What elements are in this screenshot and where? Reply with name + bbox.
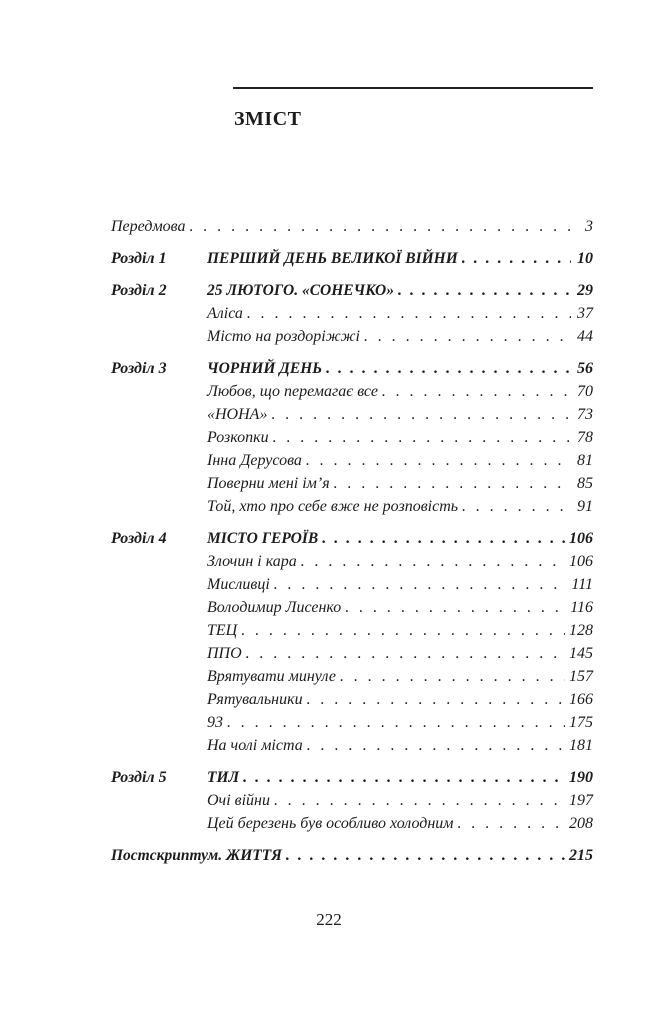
toc-entry-title: Володимир Лисенко bbox=[207, 599, 342, 616]
page-title: ЗМІСТ bbox=[234, 108, 302, 130]
toc-entry-title: Аліса bbox=[207, 305, 243, 322]
toc-entry bbox=[111, 406, 593, 429]
toc-entry bbox=[111, 599, 593, 622]
toc-entry bbox=[111, 714, 593, 737]
toc-entry bbox=[111, 282, 593, 305]
toc-page-number: 208 bbox=[569, 815, 593, 832]
toc-entry bbox=[111, 328, 593, 351]
toc-entry-title: Той, хто про себе вже не розповість bbox=[207, 498, 459, 515]
toc-chapter-label: Розділ 1 bbox=[111, 250, 167, 267]
toc-entry bbox=[111, 475, 593, 498]
dot-leader bbox=[274, 792, 565, 810]
toc-entry bbox=[111, 737, 593, 760]
toc-chapter-label: Розділ 2 bbox=[111, 282, 167, 299]
dot-leader bbox=[306, 452, 571, 470]
dot-leader bbox=[307, 737, 565, 755]
toc-page-number: 197 bbox=[569, 792, 593, 809]
toc-entry-title: Розкопки bbox=[207, 429, 269, 446]
dot-leader bbox=[307, 691, 565, 709]
toc-entry-title: Рятувальники bbox=[207, 691, 303, 708]
toc-chapter-label: Розділ 3 bbox=[111, 360, 167, 377]
toc-chapter-label: Розділ 4 bbox=[111, 530, 167, 547]
toc-page-number: 29 bbox=[577, 282, 593, 299]
toc-entry-title: 93 bbox=[207, 714, 223, 731]
toc-entry bbox=[111, 250, 593, 273]
dot-leader bbox=[345, 599, 566, 617]
toc-entry-title: Любов, що перемагає все bbox=[207, 383, 378, 400]
dot-leader bbox=[326, 360, 571, 378]
toc-entry-title: Поверни мені ім’я bbox=[207, 475, 330, 492]
toc-entry-title: МІСТО ГЕРОЇВ bbox=[207, 530, 319, 547]
toc-entry bbox=[111, 553, 593, 576]
toc-entry-title: Очі війни bbox=[207, 792, 270, 809]
dot-leader bbox=[382, 383, 571, 401]
toc-page-number: 157 bbox=[569, 668, 593, 685]
toc-entry-title: ПЕРШИЙ ДЕНЬ ВЕЛИКОЇ ВІЙНИ bbox=[207, 250, 458, 267]
dot-leader bbox=[246, 645, 565, 663]
dot-leader bbox=[322, 530, 565, 548]
toc-entry bbox=[111, 429, 593, 452]
toc-page-number: 175 bbox=[569, 714, 593, 731]
dot-leader bbox=[271, 406, 571, 424]
toc-entry bbox=[111, 769, 593, 792]
toc-page-number: 116 bbox=[570, 599, 593, 616]
toc-entry-title: Передмова bbox=[111, 218, 186, 235]
toc-entry bbox=[111, 792, 593, 815]
toc-entry bbox=[111, 576, 593, 599]
toc-entry bbox=[111, 691, 593, 714]
dot-leader bbox=[273, 429, 571, 447]
table-of-contents bbox=[111, 218, 593, 870]
dot-leader bbox=[462, 250, 571, 268]
toc-page-number: 44 bbox=[577, 328, 593, 345]
toc-page-number: 70 bbox=[577, 383, 593, 400]
toc-entry bbox=[111, 847, 593, 870]
toc-entry-title: ЧОРНИЙ ДЕНЬ bbox=[207, 360, 323, 377]
dot-leader bbox=[243, 769, 565, 787]
dot-leader bbox=[190, 218, 572, 236]
dot-leader bbox=[458, 815, 566, 833]
page-number: 222 bbox=[316, 910, 342, 929]
toc-entry bbox=[111, 498, 593, 521]
toc-page-number: 128 bbox=[569, 622, 593, 639]
dot-leader bbox=[247, 305, 571, 323]
toc-entry-title: Постскриптум. ЖИТТЯ bbox=[111, 847, 282, 864]
toc-page-number: 91 bbox=[577, 498, 593, 515]
toc-page-number: 10 bbox=[577, 250, 593, 267]
top-rule bbox=[233, 87, 593, 89]
toc-page-number: 56 bbox=[577, 360, 593, 377]
toc-page-number: 85 bbox=[577, 475, 593, 492]
toc-entry-title: Інна Дерусова bbox=[207, 452, 302, 469]
toc-entry bbox=[111, 815, 593, 838]
toc-entry-title: 25 ЛЮТОГО. «СОНЕЧКО» bbox=[207, 282, 394, 299]
toc-page-number: 106 bbox=[569, 530, 593, 547]
toc-page-number: 215 bbox=[569, 847, 593, 864]
dot-leader bbox=[286, 847, 565, 865]
toc-entry-title: «НОНА» bbox=[207, 406, 268, 423]
toc-entry bbox=[111, 622, 593, 645]
toc-entry-title: Мисливці bbox=[207, 576, 270, 593]
dot-leader bbox=[334, 475, 571, 493]
dot-leader bbox=[301, 553, 565, 571]
toc-entry bbox=[111, 383, 593, 406]
toc-entry bbox=[111, 452, 593, 475]
dot-leader bbox=[241, 622, 565, 640]
toc-entry bbox=[111, 360, 593, 383]
toc-entry bbox=[111, 645, 593, 668]
toc-page-number: 190 bbox=[569, 769, 593, 786]
toc-page-number: 37 bbox=[577, 305, 593, 322]
toc-entry-title: ТИЛ bbox=[207, 769, 240, 786]
dot-leader bbox=[398, 282, 571, 300]
toc-entry-title: Місто на роздоріжжі bbox=[207, 328, 360, 345]
toc-entry-title: Врятувати минуле bbox=[207, 668, 336, 685]
toc-entry-title: Цей березень був особливо холодним bbox=[207, 815, 454, 832]
toc-page-number: 145 bbox=[569, 645, 593, 662]
dot-leader bbox=[227, 714, 565, 732]
dot-leader bbox=[274, 576, 568, 594]
dot-leader bbox=[364, 328, 571, 346]
toc-page-number: 78 bbox=[577, 429, 593, 446]
toc-entry bbox=[111, 530, 593, 553]
toc-page-number: 181 bbox=[569, 737, 593, 754]
toc-page-number: 3 bbox=[585, 218, 593, 235]
toc-page-number: 166 bbox=[569, 691, 593, 708]
toc-entry bbox=[111, 305, 593, 328]
toc-entry-title: ППО bbox=[207, 645, 242, 662]
toc-page-number: 111 bbox=[571, 576, 593, 593]
toc-chapter-label: Розділ 5 bbox=[111, 769, 167, 786]
toc-entry bbox=[111, 668, 593, 691]
toc-entry-title: ТЕЦ bbox=[207, 622, 238, 639]
toc-page-number: 73 bbox=[577, 406, 593, 423]
toc-entry-title: Злочин і кара bbox=[207, 553, 297, 570]
toc-entry-title: На чолі міста bbox=[207, 737, 303, 754]
toc-page-number: 106 bbox=[569, 553, 593, 570]
toc-entry bbox=[111, 218, 593, 241]
dot-leader bbox=[340, 668, 565, 686]
dot-leader bbox=[462, 498, 571, 516]
toc-page-number: 81 bbox=[577, 452, 593, 469]
